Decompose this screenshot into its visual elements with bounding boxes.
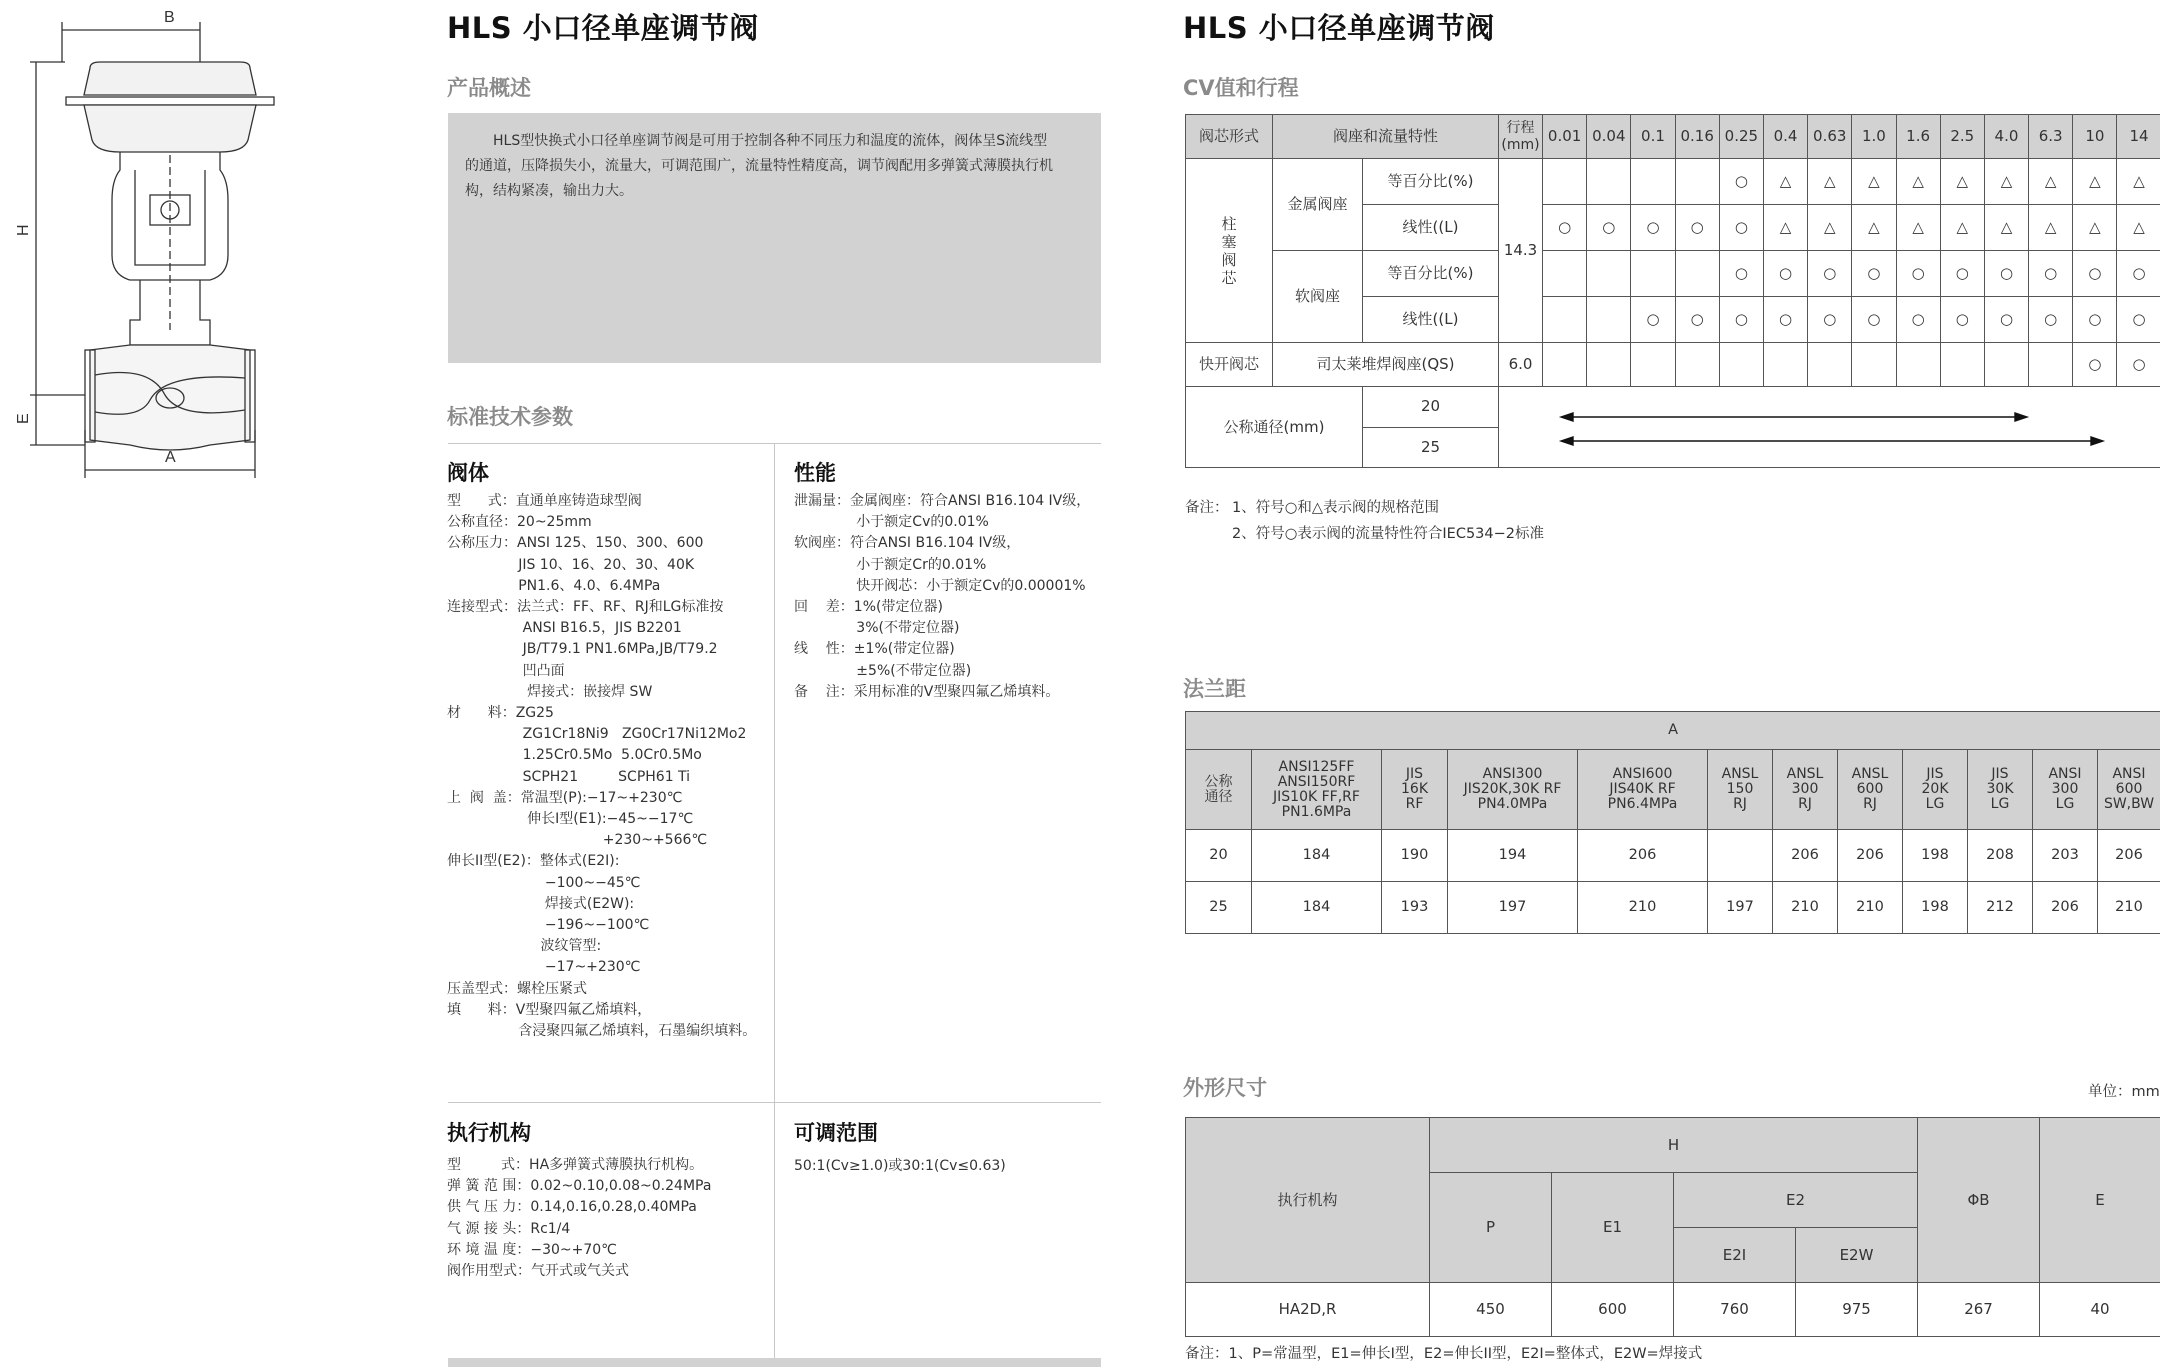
performance-specs: 泄漏量：金属阀座：符合ANSI B16.104 IV级， 小于额定Cv的0.01% 软阀座：符合ANSI B16.104 IV级， 小于额定Cr的0.01% 快开阀芯：小于额定Cv的0.00001% 回 差：1%(带定位器) 3%(不带定位器) 线 性：±1%(带定位器) ±5%(不带定位器) 备 注：采用标准的V型聚四氟乙烯填料。 (794, 493, 1091, 700)
cv-mark-cell: ○ (1896, 251, 1940, 297)
flange-cell: 210 (1578, 882, 1708, 934)
range-text: 50:1(Cv≥1.0)或30:1(Cv≤0.63) (794, 1158, 1006, 1174)
cv-mark-cell (1675, 343, 1719, 387)
cv-mark-cell: ○ (2029, 297, 2073, 343)
cv-mark-cell: ○ (1852, 251, 1896, 297)
cv-mark-cell: △ (2029, 205, 2073, 251)
flange-col-header: JIS 16K RF (1382, 750, 1448, 830)
cv-note-prefix: 备注： (1185, 500, 1229, 516)
flange-cell: 210 (1838, 882, 1903, 934)
dim-cell: 600 (1552, 1283, 1674, 1337)
cv-mark-cell: ○ (2073, 343, 2117, 387)
cv-header-core: 阀芯形式 (1186, 115, 1273, 159)
flange-cell: 206 (1838, 830, 1903, 882)
flange-col-header: ANSL 150 RJ (1708, 750, 1773, 830)
cv-mark-cell (1631, 343, 1675, 387)
flange-cell: 198 (1903, 830, 1968, 882)
right-page-title: HLS 小口径单座调节阀 (1183, 11, 1495, 45)
cv-value-header: 0.01 (1543, 115, 1587, 159)
flange-cell: 197 (1708, 882, 1773, 934)
cv-mark-cell: ○ (1631, 205, 1675, 251)
plunger-label: 柱 塞 阀 芯 (1186, 159, 1273, 343)
cv-mark-cell: ○ (1808, 297, 1852, 343)
cv-table (1185, 114, 2160, 468)
cv-mark-cell (1984, 343, 2028, 387)
flange-col-header: ANSL 600 RJ (1838, 750, 1903, 830)
range-arrows-cell (1499, 387, 2160, 468)
cv-mark-cell: ○ (1719, 297, 1763, 343)
cv-mark-cell: △ (1984, 159, 2028, 205)
dim-e1-header: E1 (1552, 1173, 1674, 1283)
column-divider (774, 443, 775, 1363)
cv-mark-cell: △ (1896, 159, 1940, 205)
cv-mark-cell: △ (1984, 205, 2028, 251)
range-heading: 可调范围 (794, 1121, 878, 1145)
nominal-label: 公称通径(mm) (1186, 387, 1363, 468)
flange-cell: 25 (1186, 882, 1252, 934)
quick-open-label: 快开阀芯 (1186, 343, 1273, 387)
flange-col-header: JIS 30K LG (1968, 750, 2033, 830)
dim-h-label: H (15, 224, 32, 236)
eq-pct-label: 等百分比(%) (1363, 159, 1499, 205)
cv-mark-cell (1763, 343, 1807, 387)
flange-col-header: ANSI 300 LG (2033, 750, 2098, 830)
cv-mark-cell: △ (1808, 159, 1852, 205)
cv-mark-cell: ○ (1852, 297, 1896, 343)
soft-seat-label: 软阀座 (1273, 251, 1363, 343)
stroke-quick: 6.0 (1499, 343, 1543, 387)
cv-mark-cell: △ (1763, 205, 1807, 251)
cv-mark-cell (2029, 343, 2073, 387)
cv-mark-cell (1543, 297, 1587, 343)
flange-cell: 193 (1382, 882, 1448, 934)
overview-heading: 产品概述 (447, 76, 531, 100)
cv-mark-cell (1940, 343, 1984, 387)
cv-mark-cell: ○ (1675, 297, 1719, 343)
cv-mark-cell (1543, 343, 1587, 387)
flange-cell: 206 (1773, 830, 1838, 882)
cv-mark-cell: ○ (2117, 251, 2160, 297)
cv-mark-cell: △ (2073, 205, 2117, 251)
cv-mark-cell: △ (1763, 159, 1807, 205)
cv-value-header: 14 (2117, 115, 2160, 159)
divider (448, 1102, 1101, 1103)
cv-value-header: 1.6 (1896, 115, 1940, 159)
flange-a-header: A (1186, 712, 2160, 750)
dim-cell: 975 (1796, 1283, 1918, 1337)
flange-cell: 184 (1252, 882, 1382, 934)
cv-mark-cell: ○ (1940, 251, 1984, 297)
dim-h-header: H (1430, 1118, 1918, 1173)
cv-mark-cell: ○ (1940, 297, 1984, 343)
flange-cell: 184 (1252, 830, 1382, 882)
cv-value-header: 6.3 (2029, 115, 2073, 159)
cv-header-seat: 阀座和流量特性 (1273, 115, 1499, 159)
cv-mark-cell (1896, 343, 1940, 387)
overview-text: HLS型快换式小口径单座调节阀是可用于控制各种不同压力和温度的流体，阀体呈S流线型 的通道，压降损失小，流量大，可调范围广，流量特性精度高，调节阀配用多弹簧式薄膜执行机 构，结构紧凑，输出力大。 (465, 133, 1053, 199)
dim-phib-header: ΦB (1918, 1118, 2040, 1283)
body-heading: 阀体 (447, 461, 489, 485)
cv-mark-cell: △ (2029, 159, 2073, 205)
flange-cell (1708, 830, 1773, 882)
cv-value-header: 1.0 (1852, 115, 1896, 159)
unit-label: 单位：mm (2088, 1084, 2160, 1100)
cv-mark-cell: ○ (1719, 159, 1763, 205)
dim-cell: 267 (1918, 1283, 2040, 1337)
dim-e-header: E (2040, 1118, 2160, 1283)
flange-cell: 210 (2098, 882, 2160, 934)
cv-mark-cell (1587, 297, 1631, 343)
dim-a-label: A (165, 449, 176, 466)
flange-cell: 194 (1448, 830, 1578, 882)
cv-mark-cell: ○ (1719, 205, 1763, 251)
cv-mark-cell: ○ (1719, 251, 1763, 297)
cv-mark-cell: ○ (2073, 297, 2117, 343)
dim-actuator-header: 执行机构 (1186, 1118, 1430, 1283)
cv-value-header: 2.5 (1940, 115, 1984, 159)
cv-mark-cell: △ (1940, 159, 1984, 205)
cv-mark-cell: ○ (1984, 297, 2028, 343)
flange-cell: 198 (1903, 882, 1968, 934)
actuator-specs: 型 式：HA多弹簧式薄膜执行机构。 弹 簧 范 围：0.02~0.10,0.08~0.24MPa 供 气 压 力：0.14,0.16,0.28,0.40MPa 气 源 接 头：Rc1/4 环 境 温 度：−30~+70℃ 阀作用型式：气开式或气关式 (447, 1157, 712, 1280)
cv-mark-cell: ○ (1675, 205, 1719, 251)
body-specs: 型 式：直通单座铸造球型阀 公称直径：20~25mm 公称压力：ANSI 125、150、300、600 JIS 10、16、20、30、40K PN1.6、4.0、6.4MPa 连接型式：法兰式：FF、RF、RJ和LG标准按 ANSI B16.5，JIS B2201 JB/T79.1 PN1.6MPa,JB/T79.2 凹凸面 焊接式：嵌接焊 SW 材 料：ZG25 ZG1Cr18Ni9 ZG0Cr17Ni12Mo2 1.25Cr0.5Mo 5.0Cr0.5Mo SCPH21 SCPH61 Ti 上 阀 盖：常温型(P):−17~+230℃ 伸长I型(E1):−45~−17℃ +230~+566℃ 伸长II型(E2)：整体式(E2I): −100~−45℃ 焊接式(E2W): −196~−100℃ 波纹管型: −17~+230℃ 压盖型式：螺栓压紧式 填 料：V型聚四氟乙烯填料， 含浸聚四氟乙烯填料，石墨编织填料。 (447, 493, 757, 1040)
dim-e-label: E (15, 413, 32, 424)
cv-mark-cell (1587, 159, 1631, 205)
stellite-label: 司太莱堆焊阀座(QS) (1273, 343, 1499, 387)
cv-value-header: 0.63 (1808, 115, 1852, 159)
flange-cell: 20 (1186, 830, 1252, 882)
params-heading: 标准技术参数 (447, 405, 573, 429)
cv-mark-cell: △ (2073, 159, 2117, 205)
flange-cell: 212 (1968, 882, 2033, 934)
dn20-label: 20 (1363, 387, 1499, 428)
cv-mark-cell (1587, 251, 1631, 297)
cv-mark-cell: ○ (1763, 251, 1807, 297)
linear-label: 线性((L) (1363, 297, 1499, 343)
dim-cell: 450 (1430, 1283, 1552, 1337)
flange-col-header: 公称 通径 (1186, 750, 1252, 830)
left-page-title: HLS 小口径单座调节阀 (447, 11, 759, 45)
cv-mark-cell: △ (1852, 159, 1896, 205)
flange-cell: 206 (1578, 830, 1708, 882)
footer-bar (448, 1358, 1101, 1367)
cv-mark-cell: ○ (2117, 343, 2160, 387)
cv-value-header: 0.04 (1587, 115, 1631, 159)
dim-heading: 外形尺寸 (1183, 1076, 1267, 1100)
cv-mark-cell: ○ (1808, 251, 1852, 297)
cv-mark-cell: ○ (1984, 251, 2028, 297)
eq-pct-label: 等百分比(%) (1363, 251, 1499, 297)
cv-mark-cell (1631, 159, 1675, 205)
cv-mark-cell: ○ (1896, 297, 1940, 343)
cv-mark-cell: △ (1852, 205, 1896, 251)
cv-mark-cell: ○ (1587, 205, 1631, 251)
cv-mark-cell: ○ (2073, 251, 2117, 297)
flange-cell: 190 (1382, 830, 1448, 882)
cv-mark-cell (1587, 343, 1631, 387)
dim-note: 备注：1、P=常温型，E1=伸长I型，E2=伸长II型，E2I=整体式，E2W=焊接式 (1185, 1346, 1703, 1362)
cv-value-header: 0.4 (1763, 115, 1807, 159)
flange-table (1185, 711, 2160, 934)
cv-heading: CV值和行程 (1183, 76, 1299, 100)
cv-value-header: 0.1 (1631, 115, 1675, 159)
range-arrows (1499, 387, 2160, 467)
valve-drawing (0, 0, 290, 500)
dim-b-label: B (164, 9, 175, 26)
flange-cell: 206 (2033, 882, 2098, 934)
dim-e2w-header: E2W (1796, 1228, 1918, 1283)
cv-mark-cell (1631, 251, 1675, 297)
cv-mark-cell: ○ (2117, 297, 2160, 343)
flange-cell: 206 (2098, 830, 2160, 882)
dim-e2-header: E2 (1674, 1173, 1918, 1228)
cv-mark-cell (1675, 251, 1719, 297)
dim-cell: 760 (1674, 1283, 1796, 1337)
cv-header-stroke: 行程 (mm) (1499, 115, 1543, 159)
actuator-heading: 执行机构 (447, 1121, 531, 1145)
flange-cell: 197 (1448, 882, 1578, 934)
cv-value-header: 0.16 (1675, 115, 1719, 159)
cv-value-header: 10 (2073, 115, 2117, 159)
dimension-table (1185, 1117, 2160, 1337)
cv-mark-cell: △ (2117, 159, 2160, 205)
flange-col-header: ANSI125FF ANSI150RF JIS10K FF,RF PN1.6MPa (1252, 750, 1382, 830)
flange-col-header: ANSI 600 SW,BW (2098, 750, 2160, 830)
flange-heading: 法兰距 (1183, 677, 1246, 701)
cv-mark-cell: ○ (1543, 205, 1587, 251)
cv-mark-cell (1675, 159, 1719, 205)
flange-cell: 208 (1968, 830, 2033, 882)
cv-mark-cell (1852, 343, 1896, 387)
cv-mark-cell (1808, 343, 1852, 387)
linear-label: 线性((L) (1363, 205, 1499, 251)
dim-cell: 40 (2040, 1283, 2160, 1337)
cv-value-header: 0.25 (1719, 115, 1763, 159)
dim-p-header: P (1430, 1173, 1552, 1283)
cv-mark-cell: ○ (2029, 251, 2073, 297)
flange-cell: 203 (2033, 830, 2098, 882)
cv-mark-cell: △ (1896, 205, 1940, 251)
overview-box (448, 113, 1101, 363)
cv-note-1: 1、符号○和△表示阀的规格范围 (1232, 500, 1440, 516)
cv-mark-cell (1543, 159, 1587, 205)
cv-note-2: 2、符号○表示阀的流量特性符合IEC534−2标准 (1232, 526, 1544, 542)
flange-col-header: JIS 20K LG (1903, 750, 1968, 830)
dn25-label: 25 (1363, 427, 1499, 468)
flange-col-header: ANSI600 JIS40K RF PN6.4MPa (1578, 750, 1708, 830)
performance-heading: 性能 (794, 461, 836, 485)
cv-mark-cell: △ (2117, 205, 2160, 251)
stroke-plunger: 14.3 (1499, 159, 1543, 343)
cv-value-header: 4.0 (1984, 115, 2028, 159)
flange-col-header: ANSI300 JIS20K,30K RF PN4.0MPa (1448, 750, 1578, 830)
cv-mark-cell: ○ (1763, 297, 1807, 343)
metal-seat-label: 金属阀座 (1273, 159, 1363, 251)
cv-mark-cell: △ (1808, 205, 1852, 251)
flange-cell: 210 (1773, 882, 1838, 934)
cv-mark-cell (1543, 251, 1587, 297)
cv-mark-cell (1719, 343, 1763, 387)
cv-mark-cell: ○ (1631, 297, 1675, 343)
dim-e2i-header: E2I (1674, 1228, 1796, 1283)
dim-cell: HA2D,R (1186, 1283, 1430, 1337)
flange-col-header: ANSL 300 RJ (1773, 750, 1838, 830)
cv-mark-cell: △ (1940, 205, 1984, 251)
